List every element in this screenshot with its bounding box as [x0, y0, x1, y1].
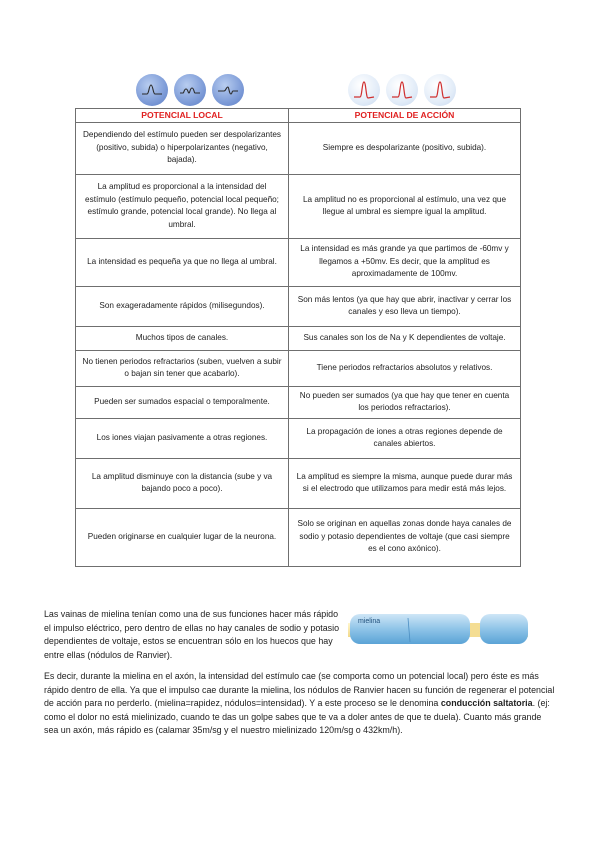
table-row [76, 238, 521, 286]
local-potential-icons [136, 74, 244, 106]
action-potential-spike-icon [386, 74, 418, 106]
saltatory-conduction-paragraph [44, 670, 558, 738]
table-row [76, 418, 521, 458]
table-row [76, 458, 521, 508]
column-header-action: POTENCIAL DE ACCIÓN [289, 109, 521, 123]
table-cell-action: La amplitud no es proporcional al estímulo, una vez que llegue al umbral es siempre igual la amplitud. [289, 174, 521, 238]
table-row [76, 350, 521, 386]
table-cell-local: La amplitud disminuye con la distancia (sube y va bajando poco a poco). [76, 458, 289, 508]
table-cell-action: Sus canales son los de Na y K dependientes de voltaje. [289, 326, 521, 350]
table-cell-local: No tienen periodos refractarios (suben, vuelven a subir o bajan sin tener que acabarlo). [76, 350, 289, 386]
saltatory-conduction-term: conducción saltatoria [440, 698, 533, 709]
table-row [76, 386, 521, 418]
comparison-table [75, 108, 521, 567]
table-cell-local: Son exageradamente rápidos (milisegundos). [76, 286, 289, 326]
table-row [76, 174, 521, 238]
table-cell-local: La amplitud es proporcional a la intensidad del estímulo (estímulo pequeño, potencial local pequeño; estímulo grande, potencial local grande). No llega al umbral. [76, 174, 289, 238]
table-cell-action: La intensidad es más grande ya que partimos de -60mv y llegamos a +50mv. Es decir, que la amplitud es aproximadamente de 100mv. [289, 238, 521, 286]
local-potential-wave-icon [212, 74, 244, 106]
action-potential-spike-icon [424, 74, 456, 106]
table-row [76, 122, 521, 174]
local-potential-wave-icon [174, 74, 206, 106]
table-cell-local: Pueden originarse en cualquier lugar de la neurona. [76, 508, 289, 566]
column-header-local: POTENCIAL LOCAL [76, 109, 289, 123]
table-cell-action: Solo se originan en aquellas zonas donde haya canales de sodio y potasio dependientes de voltaje (que casi siempre es el cono axónico). [289, 508, 521, 566]
myelin-paragraph [44, 608, 344, 662]
paragraph-text-part: . (ej: como el dolor no está mielinizado, cuando te das un golpe sabes que te va a doler antes de que te duela). Cuanto más grande sea un axón, más rápido es (calamar 35m/sg y el nuestro mielinizado 120m/sg o 432km/h). [44, 698, 550, 736]
table-cell-action: La propagación de iones a otras regiones depende de canales abiertos. [289, 418, 521, 458]
table-cell-local: Muchos tipos de canales. [76, 326, 289, 350]
table-row [76, 508, 521, 566]
table-cell-local: Pueden ser sumados espacial o temporalmente. [76, 386, 289, 418]
local-potential-wave-icon [136, 74, 168, 106]
paragraph-text: Las vainas de mielina tenían como una de sus funciones hacer más rápido el impulso eléctrico, pero dentro de ellas no hay canales de sodio y potasio dependientes de voltaje, estos se encuentran sólo en los huecos que hay entre ellas (nódulos de Ranvier). [44, 609, 340, 660]
table-cell-action: No pueden ser sumados (ya que hay que tener en cuenta los periodos refractarios). [289, 386, 521, 418]
paragraph-text-part: Es decir, durante la mielina en el axón, la intensidad del estímulo cae (se comporta como un potencial local) pero éste es más rápido dentro de ella. Ya que el impulso cae durante la mielina, los nódulos de Ranvier hacen su función de regenerar el potencial de acción para no perderlo. (mielina=rapidez, nódulos=intensidad). Y a este proceso se le denomina [44, 671, 555, 709]
table-cell-action: Siempre es despolarizante (positivo, subida). [289, 122, 521, 174]
action-potential-icons [348, 74, 456, 106]
table-header-row [76, 109, 521, 123]
table-row [76, 326, 521, 350]
table-cell-local: Los iones viajan pasivamente a otras regiones. [76, 418, 289, 458]
action-potential-spike-icon [348, 74, 380, 106]
table-cell-action: La amplitud es siempre la misma, aunque puede durar más si el electrodo que utilizamos para medir está más lejos. [289, 458, 521, 508]
table-cell-local: Dependiendo del estímulo pueden ser despolarizantes (positivo, subida) o hiperpolarizantes (negativo, bajada). [76, 122, 289, 174]
table-row [76, 286, 521, 326]
myelin-axon-figure [348, 606, 528, 652]
table-cell-action: Tiene periodos refractarios absolutos y relativos. [289, 350, 521, 386]
myelin-label: mielina [358, 618, 381, 625]
table-cell-action: Son más lentos (ya que hay que abrir, inactivar y cerrar los canales y eso lleva un tiempo). [289, 286, 521, 326]
paragraph-text [44, 670, 558, 738]
table-cell-local: La intensidad es pequeña ya que no llega al umbral. [76, 238, 289, 286]
